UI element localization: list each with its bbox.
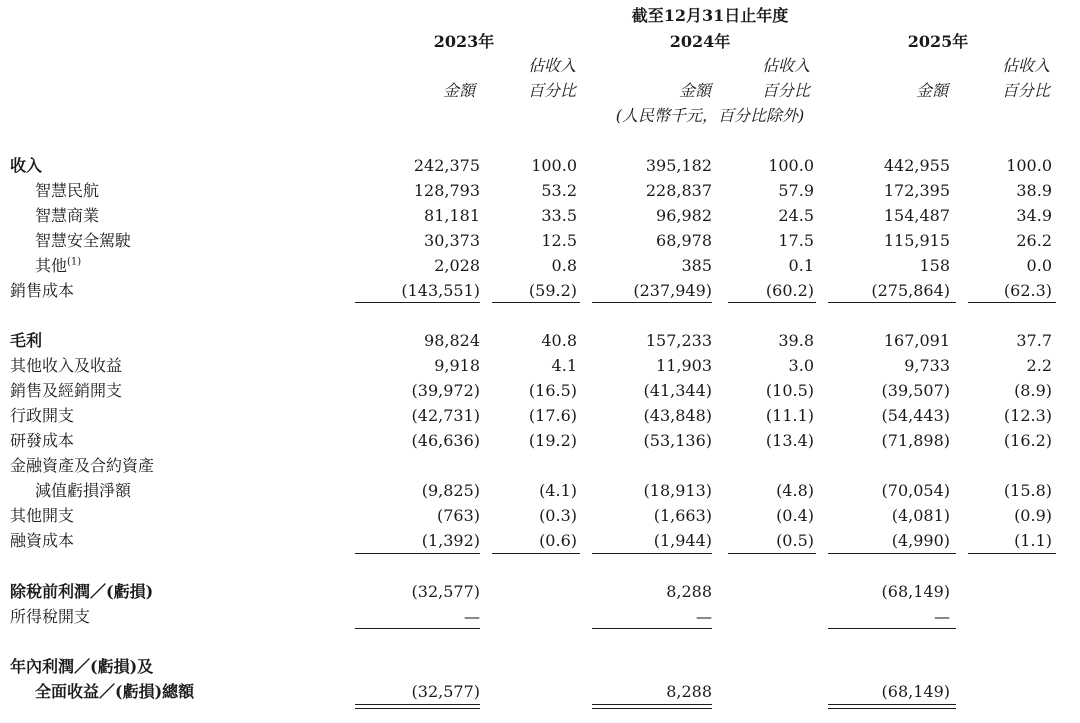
percent-cell: 38.9: [1016, 181, 1052, 200]
percent-cell: 24.5: [778, 206, 814, 225]
row-label: 銷售成本: [10, 281, 75, 300]
amount-cell: (53,136): [643, 431, 712, 450]
amount-cell: (1,392): [421, 531, 480, 550]
row-label: 銷售及經銷開支: [10, 381, 123, 400]
pct-header-2023-line1: 佔收入: [527, 56, 576, 75]
amount-cell: 167,091: [883, 331, 950, 350]
amount-cell: —: [696, 607, 712, 626]
subtotal-line: [828, 553, 956, 554]
percent-cell: (60.2): [765, 281, 814, 300]
amount-cell: (39,507): [881, 381, 950, 400]
percent-cell: 53.2: [541, 181, 577, 200]
percent-cell: 4.1: [551, 356, 577, 375]
amount-cell: 395,182: [645, 156, 712, 175]
percent-cell: (19.2): [528, 431, 577, 450]
row-label: 金融資產及合約資產: [10, 456, 155, 475]
percent-cell: (16.5): [528, 381, 577, 400]
row-label: 其他收入及收益: [10, 356, 123, 375]
period-heading: 截至12月31日止年度: [631, 6, 789, 25]
subtotal-line: [828, 628, 956, 629]
amount-cell: (1,944): [653, 531, 712, 550]
amount-cell: 68,978: [656, 231, 712, 250]
amount-cell: 128,793: [413, 181, 480, 200]
amount-cell: 98,824: [424, 331, 480, 350]
subtotal-line: [355, 628, 480, 629]
percent-cell: 12.5: [541, 231, 577, 250]
amount-cell: 158: [919, 256, 950, 275]
year-header-2025: 2025年: [907, 32, 969, 51]
unit-note: (人民幣千元，百分比除外): [615, 106, 805, 125]
amount-cell: 172,395: [883, 181, 950, 200]
amount-cell: 9,733: [904, 356, 950, 375]
amount-cell: (143,551): [401, 281, 480, 300]
total-double-line: [592, 704, 712, 709]
amount-cell: (32,577): [411, 682, 480, 701]
amount-cell: 442,955: [883, 156, 950, 175]
percent-cell: 17.5: [778, 231, 814, 250]
row-label: 所得稅開支: [10, 607, 91, 626]
amount-header-2024: 金額: [678, 81, 711, 100]
amount-cell: 2,028: [434, 256, 480, 275]
subtotal-line: [592, 302, 712, 303]
amount-cell: 8,288: [666, 582, 712, 601]
amount-cell: (4,990): [891, 531, 950, 550]
amount-cell: (42,731): [411, 406, 480, 425]
amount-cell: (70,054): [881, 481, 950, 500]
percent-cell: 0.8: [551, 256, 577, 275]
subtotal-line: [355, 302, 480, 303]
percent-cell: (11.1): [765, 406, 814, 425]
percent-cell: (15.8): [1003, 481, 1052, 500]
amount-cell: (68,149): [881, 582, 950, 601]
amount-header-2023: 金額: [442, 81, 475, 100]
percent-cell: (0.6): [539, 531, 577, 550]
percent-cell: (13.4): [765, 431, 814, 450]
amount-cell: (237,949): [633, 281, 712, 300]
amount-cell: (46,636): [411, 431, 480, 450]
year-header-2023: 2023年: [433, 32, 495, 51]
percent-cell: 100.0: [768, 156, 814, 175]
percent-cell: 2.2: [1026, 356, 1052, 375]
percent-cell: (4.8): [776, 481, 814, 500]
percent-cell: (12.3): [1003, 406, 1052, 425]
percent-cell: (59.2): [528, 281, 577, 300]
row-label: 融資成本: [10, 531, 75, 550]
percent-cell: 34.9: [1016, 206, 1052, 225]
row-label: 年內利潤／(虧損)及: [10, 657, 154, 676]
amount-cell: (763): [436, 506, 480, 525]
row-label: 智慧安全駕駛: [35, 231, 132, 250]
amount-cell: 81,181: [424, 206, 480, 225]
percent-cell: 40.8: [541, 331, 577, 350]
percent-cell: (1.1): [1014, 531, 1052, 550]
percent-cell: 3.0: [788, 356, 814, 375]
amount-cell: 157,233: [645, 331, 712, 350]
amount-cell: 385: [681, 256, 712, 275]
amount-cell: (9,825): [421, 481, 480, 500]
percent-cell: (0.5): [776, 531, 814, 550]
pct-header-2024-line1: 佔收入: [761, 56, 810, 75]
percent-cell: 26.2: [1016, 231, 1052, 250]
percent-cell: 57.9: [778, 181, 814, 200]
amount-cell: 242,375: [413, 156, 480, 175]
percent-cell: (4.1): [539, 481, 577, 500]
amount-cell: (54,443): [881, 406, 950, 425]
percent-cell: 0.1: [788, 256, 814, 275]
percent-cell: (10.5): [765, 381, 814, 400]
percent-cell: (16.2): [1003, 431, 1052, 450]
subtotal-line: [968, 302, 1056, 303]
subtotal-line: [968, 553, 1056, 554]
percent-cell: (0.4): [776, 506, 814, 525]
pct-header-2025-line1: 佔收入: [1001, 56, 1050, 75]
row-label: 研發成本: [10, 431, 75, 450]
total-double-line: [828, 704, 956, 709]
amount-cell: 11,903: [656, 356, 712, 375]
percent-cell: (17.6): [528, 406, 577, 425]
amount-cell: (68,149): [881, 682, 950, 701]
total-double-line: [355, 704, 480, 709]
amount-cell: 228,837: [645, 181, 712, 200]
row-label: 全面收益／(虧損)總額: [35, 682, 195, 701]
row-label: 行政開支: [10, 406, 75, 425]
percent-cell: (0.3): [539, 506, 577, 525]
pct-header-2025-line2: 百分比: [1001, 81, 1050, 100]
row-label: 收入: [10, 156, 43, 175]
row-label: 毛利: [10, 331, 43, 350]
amount-cell: —: [464, 607, 480, 626]
amount-cell: (39,972): [411, 381, 480, 400]
subtotal-line: [492, 553, 580, 554]
subtotal-line: [592, 628, 712, 629]
subtotal-line: [492, 302, 580, 303]
percent-cell: 39.8: [778, 331, 814, 350]
row-label: 智慧民航: [35, 181, 100, 200]
footnote-marker: (1): [67, 256, 82, 268]
subtotal-line: [592, 553, 712, 554]
percent-cell: (0.9): [1014, 506, 1052, 525]
amount-cell: 154,487: [883, 206, 950, 225]
row-label: 智慧商業: [35, 206, 100, 225]
amount-header-2025: 金額: [915, 81, 948, 100]
percent-cell: 100.0: [531, 156, 577, 175]
row-label: 減值虧損淨額: [35, 481, 132, 500]
percent-cell: 33.5: [541, 206, 577, 225]
percent-cell: (8.9): [1014, 381, 1052, 400]
amount-cell: (275,864): [871, 281, 950, 300]
subtotal-line: [828, 302, 956, 303]
row-label: 除稅前利潤／(虧損): [10, 582, 154, 601]
amount-cell: (32,577): [411, 582, 480, 601]
subtotal-line: [728, 553, 816, 554]
amount-cell: (18,913): [643, 481, 712, 500]
row-label: 其他$^{(1)}$: [35, 256, 82, 275]
pct-header-2024-line2: 百分比: [761, 81, 810, 100]
amount-cell: (43,848): [643, 406, 712, 425]
amount-cell: —: [934, 607, 950, 626]
amount-cell: (41,344): [643, 381, 712, 400]
percent-cell: 0.0: [1026, 256, 1052, 275]
subtotal-line: [355, 553, 480, 554]
amount-cell: (71,898): [881, 431, 950, 450]
year-header-2024: 2024年: [669, 32, 731, 51]
amount-cell: (4,081): [891, 506, 950, 525]
percent-cell: 37.7: [1016, 331, 1052, 350]
percent-cell: (62.3): [1003, 281, 1052, 300]
amount-cell: 115,915: [883, 231, 950, 250]
amount-cell: 9,918: [434, 356, 480, 375]
row-label: 其他開支: [10, 506, 75, 525]
amount-cell: 30,373: [424, 231, 480, 250]
amount-cell: 8,288: [666, 682, 712, 701]
amount-cell: 96,982: [656, 206, 712, 225]
subtotal-line: [728, 302, 816, 303]
amount-cell: (1,663): [653, 506, 712, 525]
pct-header-2023-line2: 百分比: [527, 81, 576, 100]
percent-cell: 100.0: [1006, 156, 1052, 175]
